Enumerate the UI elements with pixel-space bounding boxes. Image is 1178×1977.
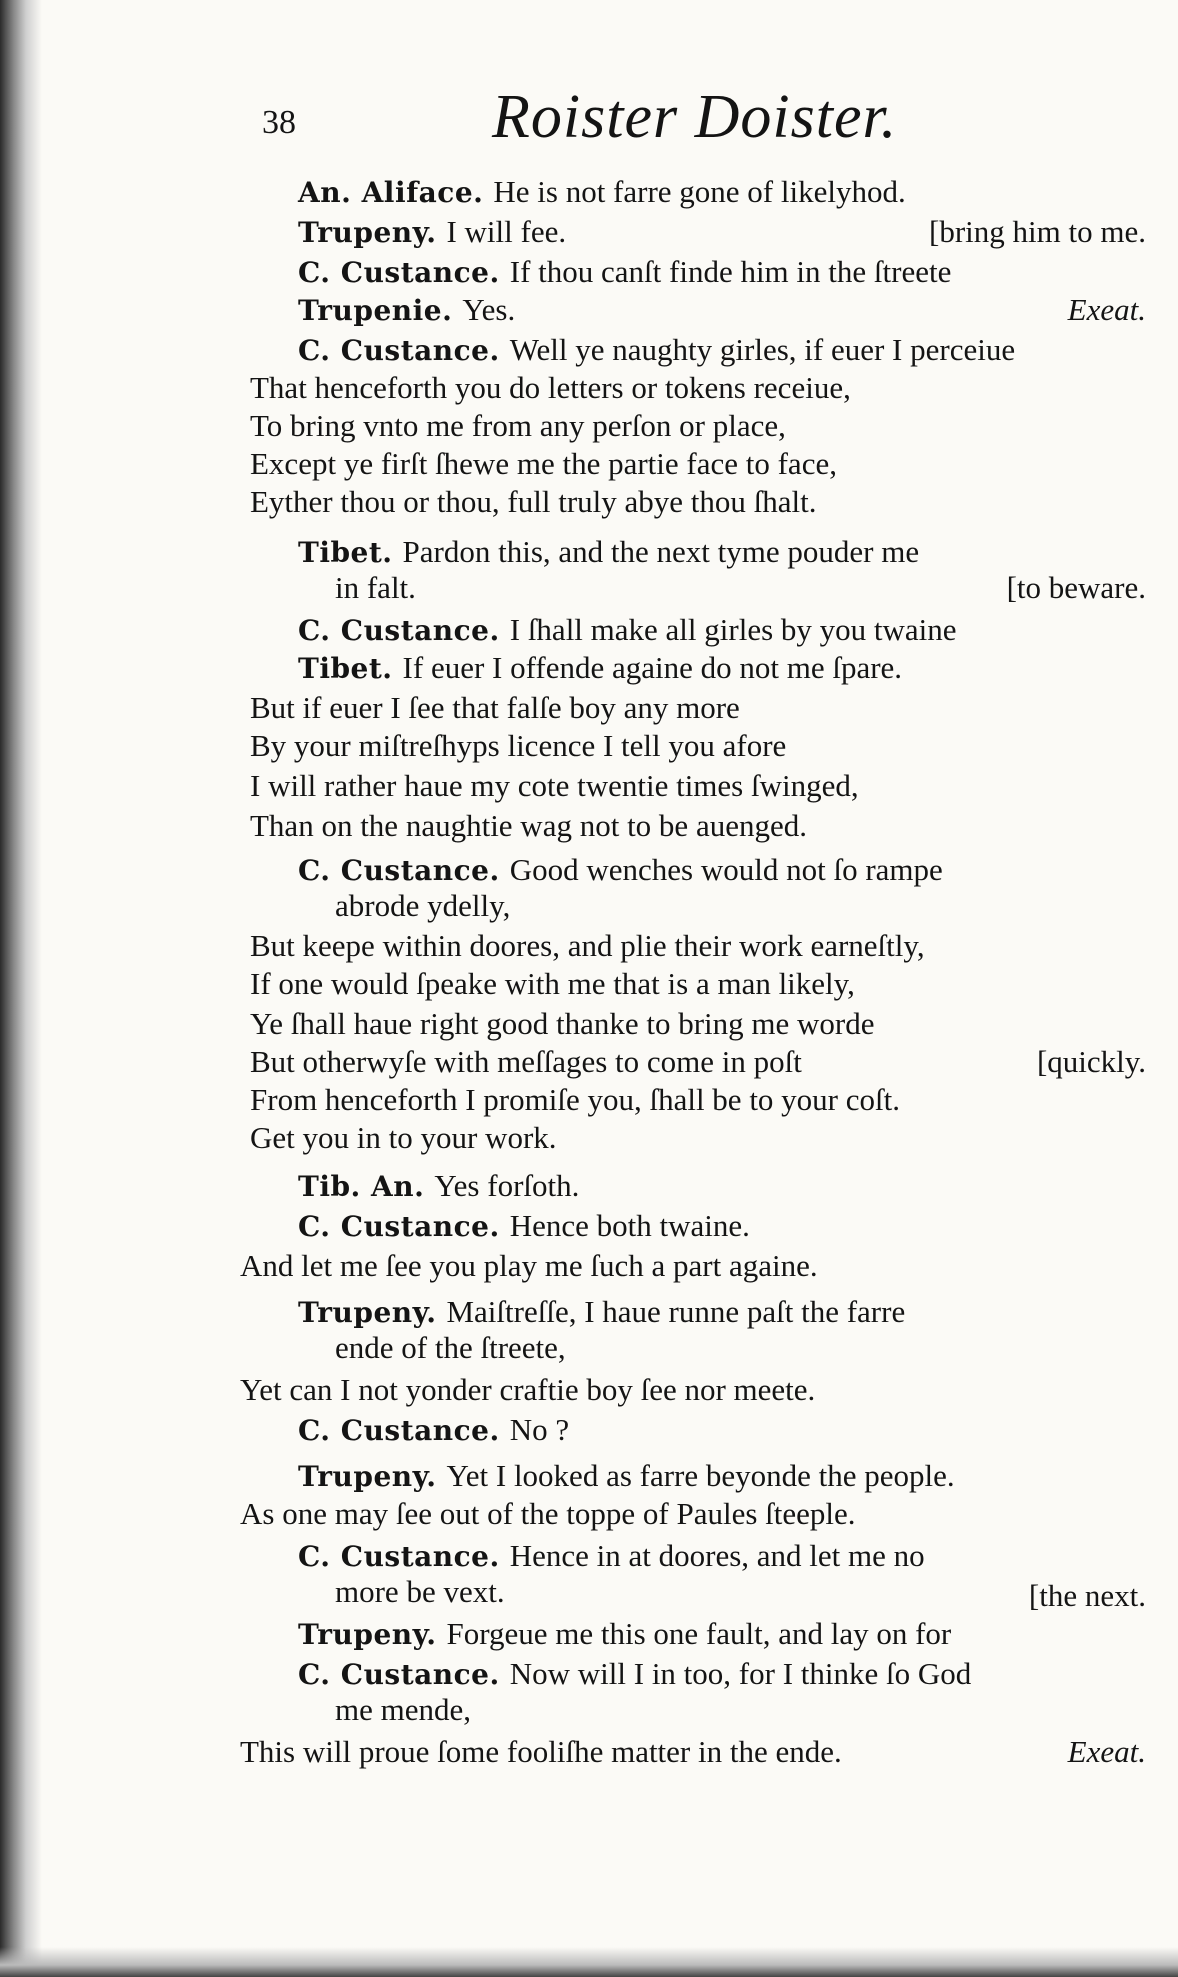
line-text: Now will I in too, for I thinke ſo God	[509, 1656, 972, 1691]
speaker-name: Trupeny.	[298, 1296, 437, 1329]
text-line	[240, 1370, 1140, 1410]
speaker-name: Tibet.	[298, 652, 393, 685]
line-text: Well ye naughty girles, if euer I perceiue	[509, 332, 1016, 367]
line-text: Good wenches would not ſo rampe	[509, 852, 943, 887]
line-text: No ?	[509, 1412, 570, 1447]
line-text: Eyther thou or thou, full truly abye thou ſhalt.	[250, 484, 817, 519]
text-line	[250, 482, 1150, 522]
speaker-name: An. Aliface.	[298, 176, 484, 209]
stage-note: [the next.	[1028, 1578, 1146, 1613]
line-text: Hence in at doores, and let me no	[509, 1538, 925, 1573]
text-line	[250, 726, 1150, 766]
line-text: If one would ſpeake with me that is a man likely,	[250, 966, 855, 1001]
line-text: But if euer I ſee that falſe boy any more	[250, 690, 740, 725]
line-text: Get you in to your work.	[250, 1120, 557, 1155]
text-line	[250, 688, 1150, 728]
line-text: He is not farre gone of likelyhod.	[493, 174, 906, 209]
running-title: Roister Doister.	[492, 83, 898, 151]
text-line	[298, 610, 1178, 650]
text-line	[250, 1080, 1150, 1120]
line-text: As one may ſee out of the toppe of Paules ſteeple.	[240, 1496, 856, 1531]
line-text: Than on the naughtie wag not to be auenged.	[250, 808, 807, 843]
line-text: From henceforth I promiſe you, ſhall be to your coſt.	[250, 1082, 900, 1117]
text-line	[298, 648, 1178, 688]
stage-note: [bring him to me.	[929, 214, 1146, 249]
line-text: me mende,	[335, 1692, 472, 1727]
page-header	[262, 83, 1122, 158]
text-line	[335, 1690, 1178, 1730]
speaker-name: Trupenie.	[298, 294, 453, 327]
text-line	[335, 886, 1178, 926]
text-line	[250, 444, 1150, 484]
line-text: Pardon this, and the next tyme pouder me	[402, 534, 920, 569]
line-text: Forgeue me this one fault, and lay on for	[446, 1616, 952, 1651]
text-line	[250, 806, 1150, 846]
line-text: By your miſtreſhyps licence I tell you afore	[250, 728, 787, 763]
text-line	[298, 1654, 1178, 1694]
text-line-right	[0, 1732, 1178, 1772]
page-bottom-edge	[0, 1947, 1178, 1977]
speaker-name: C. Custance.	[298, 1414, 500, 1447]
line-text: Hence both twaine.	[509, 1208, 750, 1243]
stage-direction: Exeat.	[1067, 292, 1146, 327]
speaker-name: C. Custance.	[298, 854, 500, 887]
text-line-right	[0, 1042, 1178, 1082]
text-line-right	[0, 568, 1178, 608]
line-text: If thou canſt finde him in the ſtreete	[509, 254, 952, 289]
text-line	[250, 1004, 1150, 1044]
page-number: 38	[262, 104, 296, 141]
line-text: Yet can I not yonder craftie boy ſee nor meete.	[240, 1372, 816, 1407]
speaker-name: Trupeny.	[298, 1460, 437, 1493]
line-text: But otherwyſe with meſſages to come in poſt	[250, 1044, 802, 1079]
text-line	[250, 964, 1150, 1004]
text-line	[250, 766, 1150, 806]
text-line	[298, 1206, 1178, 1246]
speaker-name: Tibet.	[298, 536, 393, 569]
line-text: ende of the ſtreete,	[335, 1330, 566, 1365]
text-line	[240, 1494, 1140, 1534]
text-line	[298, 330, 1178, 370]
speaker-name: C. Custance.	[298, 1210, 500, 1243]
text-line	[250, 1118, 1150, 1158]
speaker-name: C. Custance.	[298, 334, 500, 367]
text-line	[298, 252, 1178, 292]
speaker-name: Trupeny.	[298, 1618, 437, 1651]
line-text: To bring vnto me from any perſon or place,	[250, 408, 786, 443]
line-text: Except ye firſt ſhewe me the partie face to face,	[250, 446, 837, 481]
text-line-right	[0, 212, 1178, 252]
text-line	[298, 1410, 1178, 1450]
text-line	[240, 1246, 1140, 1286]
text-line	[298, 172, 1178, 212]
line-text: I ſhall make all girles by you twaine	[509, 612, 957, 647]
text-line	[335, 1328, 1178, 1368]
text-line	[298, 1536, 1178, 1576]
text-line-right	[0, 1576, 1178, 1616]
stage-direction: Exeat.	[1067, 1734, 1146, 1769]
line-text: That henceforth you do letters or tokens receiue,	[250, 370, 851, 405]
text-line	[298, 532, 1178, 572]
speaker-name: Tib. An.	[298, 1170, 425, 1203]
stage-note: [quickly.	[1036, 1044, 1146, 1079]
line-text: more be vext.	[335, 1574, 505, 1609]
line-text: This will proue ſome fooliſhe matter in the ende.	[240, 1734, 842, 1769]
stage-note: [to beware.	[1006, 570, 1146, 605]
text-line	[298, 1456, 1178, 1496]
text-line	[250, 406, 1150, 446]
speaker-name: C. Custance.	[298, 1540, 500, 1573]
line-text: But keepe within doores, and plie their work earneſtly,	[250, 928, 925, 963]
text-line	[298, 1614, 1178, 1654]
line-text: Ye ſhall haue right good thanke to bring me worde	[250, 1006, 875, 1041]
line-text: Yes forſoth.	[434, 1168, 580, 1203]
speaker-name: Trupeny.	[298, 216, 437, 249]
line-text: I will rather haue my cote twentie times ſwinged,	[250, 768, 859, 803]
text-line	[250, 368, 1150, 408]
line-text: in falt.	[335, 570, 416, 605]
speaker-name: C. Custance.	[298, 1658, 500, 1691]
line-text: And let me ſee you play me ſuch a part againe.	[240, 1248, 818, 1283]
text-line	[250, 926, 1150, 966]
speaker-name: C. Custance.	[298, 614, 500, 647]
text-line-right	[0, 290, 1178, 330]
line-text: I will fee.	[446, 214, 567, 249]
line-text: Yes.	[462, 292, 516, 327]
text-line	[298, 850, 1178, 890]
line-text: Maiſtreſſe, I haue runne paſt the farre	[446, 1294, 906, 1329]
text-line	[298, 1292, 1178, 1332]
line-text: Yet I looked as farre beyonde the people.	[446, 1458, 955, 1493]
line-text: If euer I offende againe do not me ſpare.	[402, 650, 903, 685]
speaker-name: C. Custance.	[298, 256, 500, 289]
text-line	[298, 1166, 1178, 1206]
line-text: abrode ydelly,	[335, 888, 511, 923]
